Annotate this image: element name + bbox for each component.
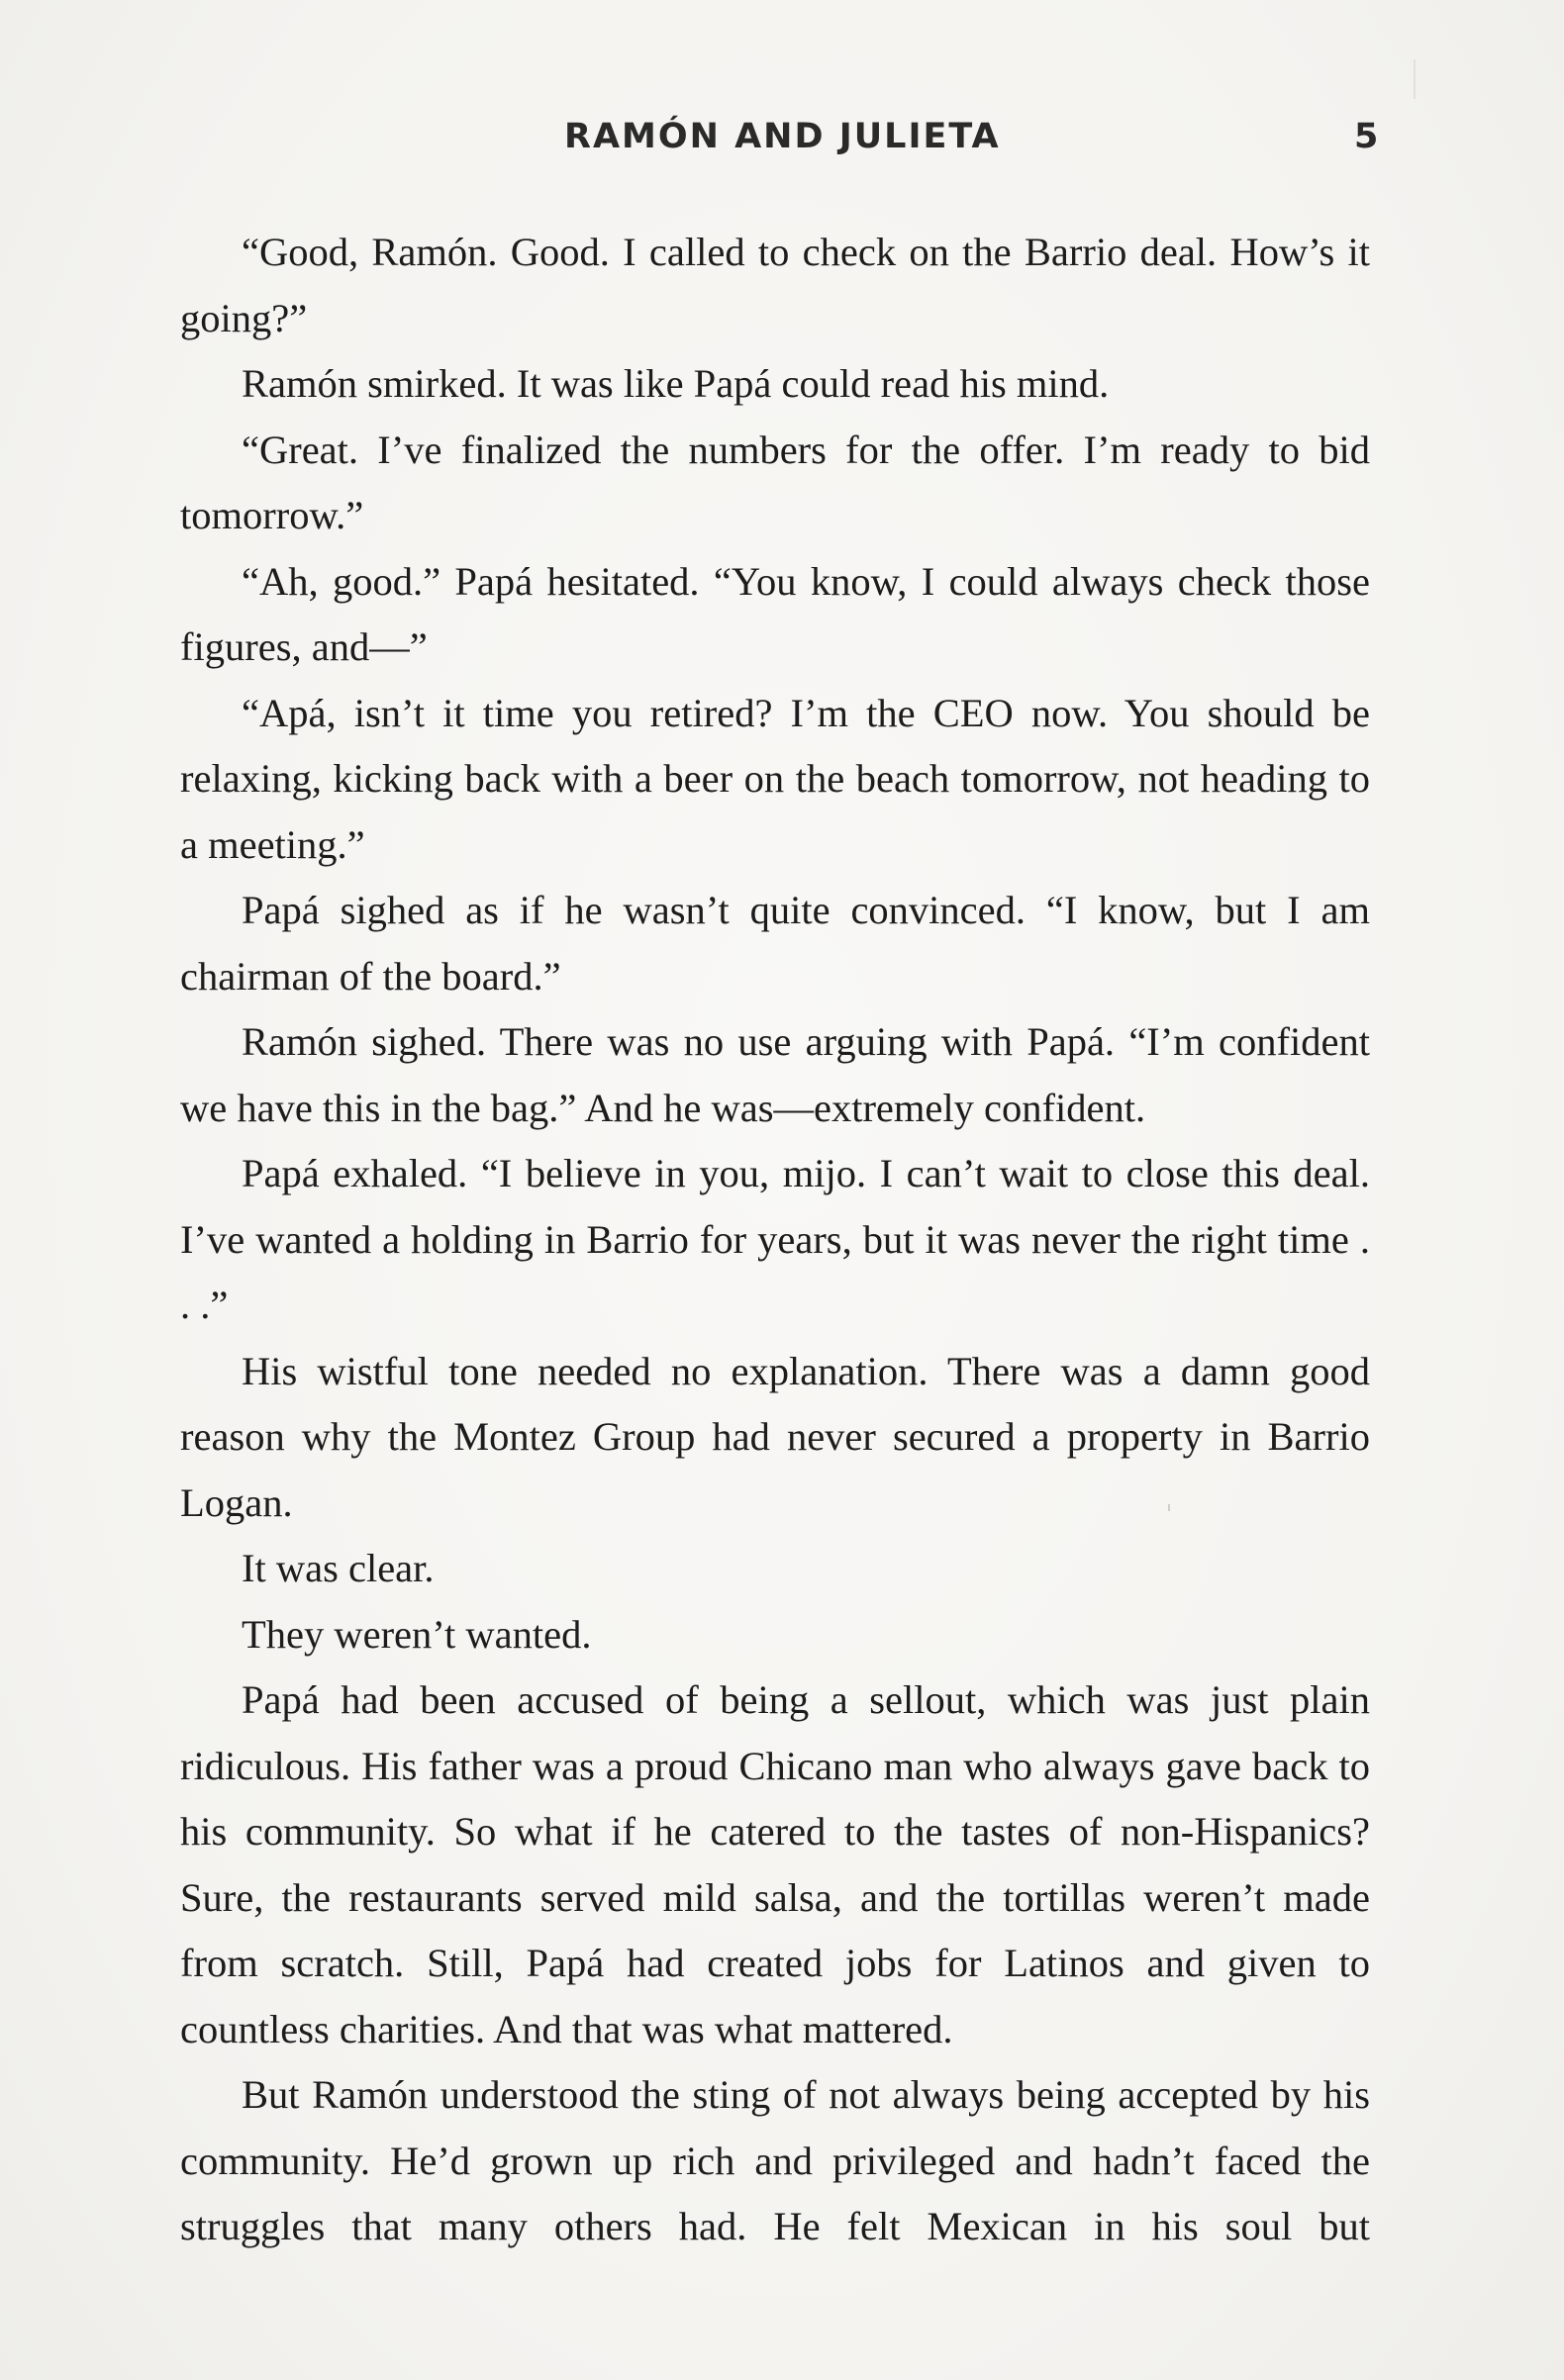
paragraph: Papá exhaled. “I believe in you, mijo. I can’t wait to close this deal. I’ve wanted a holding in Barrio for years, but it was never the right time . . .” (180, 1151, 1370, 1327)
paragraph: “Apá, isn’t it time you retired? I’m the CEO now. You should be relaxing, kicking back with a beer on the beach tomorrow, not heading to a meeting.” (180, 690, 1370, 867)
running-header-title: RAMÓN AND JULIETA (564, 117, 1001, 156)
paragraph: “Great. I’ve finalized the numbers for the offer. I’m ready to bid tomorrow.” (180, 427, 1370, 537)
paragraph: Ramón smirked. It was like Papá could read his mind. (242, 361, 1110, 406)
paper-speck (1414, 59, 1416, 99)
paper-speck (1168, 1504, 1170, 1511)
paragraph: Ramón sighed. There was no use arguing with Papá. “I’m confident we have this in the bag.” And he was—extremely confident. (180, 1019, 1370, 1130)
body-text (180, 220, 1370, 2260)
paragraph: “Good, Ramón. Good. I called to check on the Barrio deal. How’s it going?” (180, 230, 1370, 340)
paragraph: “Ah, good.” Papá hesitated. “You know, I could always check those figures, and—” (180, 558, 1370, 669)
paragraph: They weren’t wanted. (242, 1611, 592, 1657)
paragraph: It was clear. (242, 1546, 435, 1590)
paragraph: Papá sighed as if he wasn’t quite convinced. “I know, but I am chairman of the board.” (180, 888, 1370, 999)
paragraph: Papá had been accused of being a sellout, which was just plain ridiculous. His father was a proud Chicano man who always gave back to his community. So what if he catered to the tastes of non-Hispanics? Sure, the restaurants served mild salsa, and the tortillas weren’t made from scratch. Still, Papá had created jobs for Latinos and given to countless charities. And that was what mattered. (180, 1677, 1370, 2051)
page-number: 5 (1354, 117, 1379, 156)
paragraph: His wistful tone needed no explanation. There was a damn good reason why the Montez Group had never secured a property in Barrio Logan. (180, 1348, 1370, 1525)
paragraph: But Ramón understood the sting of not always being accepted by his community. He’d grown up rich and privileged and hadn’t faced the struggles that many others had. He felt Mexican in his soul but (180, 2072, 1370, 2248)
